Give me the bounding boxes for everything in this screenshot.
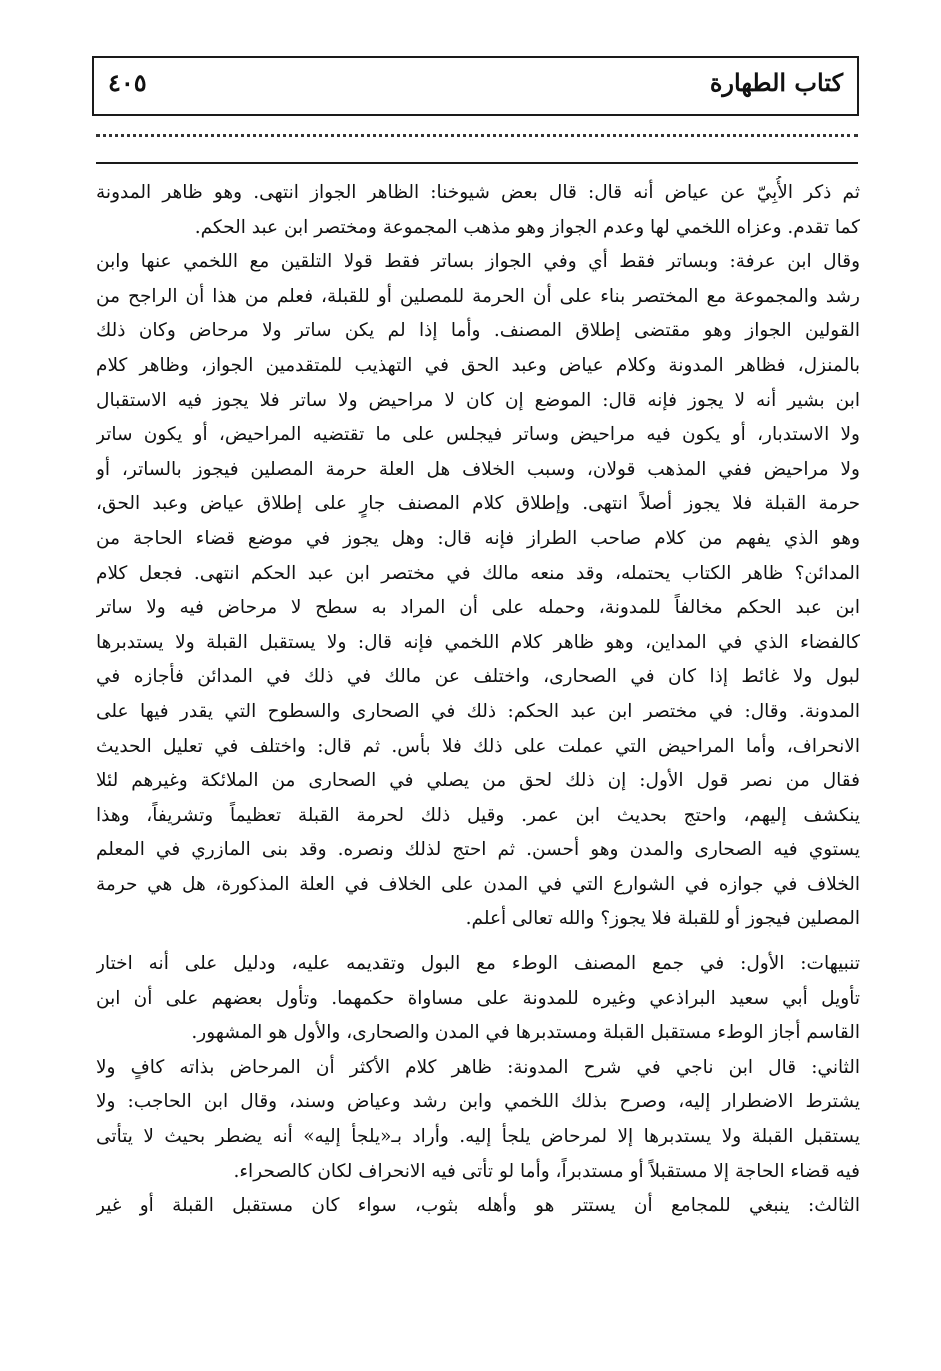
text-line: ثم ذكر الأُبِيّ عن عياض أنه قال: قال بعض شيوخنا: الظاهر الجواز انتهى. وهو ظاهر المدونة [96, 182, 860, 203]
body-text [96, 176, 860, 1224]
text-line: يستقبل القبلة ولا يستدبرها إلا لمرحاض يلجأ إليه. وأراد بـ«يلجأ إليه» أنه يضطر بحيث لا يتأتى [96, 1126, 860, 1148]
header-rule [96, 162, 858, 164]
text-line: ينكشف إليهم، واحتج بحديث ابن عمر. وقيل ذلك لحرمة القبلة تعظيماً وتشريفاً، وهذا [96, 804, 860, 826]
text-line: بالمنزل، فظاهر المدونة وكلام عياض وعبد الحق في التهذيب للمتقدمين الجواز، وظاهر كلام [96, 354, 860, 376]
text-line: يستوي فيه الصحارى والمدن وهو أحسن. ثم احتج لذلك ونصره. وقد بنى المازري في المعلم [96, 839, 860, 861]
page-number: ٤٠٥ [108, 68, 147, 97]
text-line: ولا مراحيض ففي المذهب قولان، وسبب الخلاف هل العلة حرمة المصلين فيجوز بالساتر، أو [96, 458, 860, 480]
dotted-separator [96, 134, 858, 137]
text-line: تنبيهات: الأول: في جمع المصنف الوطء مع البول وتقديمه عليه، ودليل على أنه اختار [96, 953, 860, 975]
text-line: تأويل أبي سعيد البراذعي وغيره للمدونة على مساواة حكمهما. وتأول بعضهم على أن ابن [96, 987, 860, 1009]
running-header [92, 56, 859, 116]
text-line: ابن بشير أنه لا يجوز فإنه قال: الموضع إن كان لا مراحيض ولا ساتر فلا يجوز فيه الاستقبال [96, 389, 860, 411]
text-line: الخلاف في جوازه في الشوارع التي في المدن على الخلاف في العلة المذكورة، هل هي حرمة [96, 873, 860, 895]
text-line: ولا الاستدبار، أو يكون فيه مراحيض وساتر فيجلس على ما تقتضيه المراحيض، أو يكون ساتر [96, 424, 860, 446]
text-line: فقال من نصر قول الأول: إن ذلك لحق من يصلي في الصحارى من الملائكة وغيرهم لئلا [96, 770, 860, 792]
paragraph-gap [96, 937, 860, 947]
text-line: كالفضاء الذي في المداين، وهو ظاهر كلام اللخمي فإنه قال: ولا يستقبل القبلة ولا يستدبرها [96, 631, 860, 653]
text-line: المدائن؟ ظاهر الكتاب يحتمله، وقد منعه مالك في مختصر ابن عبد الحكم انتهى. فجعل كلام [96, 562, 860, 584]
text-line: فيه قضاء الحاجة إلا مستقبلاً أو مستدبراً، وأما لو تأتى فيه الانحراف لكان كالصحراء. [233, 1160, 860, 1182]
text-line: ابن عبد الحكم مخالفاً للمدونة، وحمله على أن المراد به سطح لا مرحاض فيه ولا ساتر [96, 597, 860, 619]
text-line: المصلين فيجوز أو للقبلة فلا يجوز؟ والله تعالى أعلم. [465, 908, 860, 930]
text-line: وهو الذي يفهم من كلام صاحب الطراز فإنه قال: وهل يجوز في موضع قضاء الحاجة من [96, 527, 860, 549]
text-line: لبول ولا غائط إذا كان في الصحارى، واختلف عن مالك في ذلك في المدائن فأجازه في [96, 666, 860, 688]
text-line: رشد والمجموعة مع المختصر بناء على أن الحرمة للمصلين أو للقبلة، فعلم من هذا أن الراجح من [96, 285, 860, 307]
header-title: كتاب الطهارة [709, 68, 843, 97]
text-line: كما تقدم. وعزاه اللخمي لها وعدم الجواز وهو مذهب المجموعة ومختصر ابن عبد الحكم. [194, 216, 860, 238]
text-line: حرمة القبلة فلا يجوز أصلاً انتهى. وإطلاق كلام المصنف جارٍ على إطلاق عياض وعبد الحق، [96, 493, 860, 515]
text-line: يشترط الاضطرار إليه، وصرح بذلك اللخمي وابن رشد وعياض وسند، وقال ابن الحاجب: ولا [96, 1091, 860, 1113]
text-line: الانحراف، وأما المراحيض التي عملت على ذلك فلا بأس. ثم قال: واختلف في تعليل الحديث [96, 735, 860, 757]
text-line: وقال ابن عرفة: وبساتر فقط أي وفي الجواز بساتر فقط قولا التلقين مع اللخمي عنها وابن [96, 251, 860, 273]
text-line: المدونة. وقال: في مختصر ابن عبد الحكم: ذلك في الصحارى والسطوح التي يقدر فيها على [96, 700, 860, 722]
text-line: الثاني: قال ابن ناجي في شرح المدونة: ظاهر كلام الأكثر أن المرحاض بذاته كافٍ ولا [96, 1056, 860, 1078]
text-line: القاسم أجاز الوطء مستقبل القبلة ومستدبرها في المدن والصحارى، والأول هو المشهور. [191, 1022, 860, 1044]
text-line: الثالث: ينبغي للمجامع أن يستتر هو وأهله بثوب، سواء كان مستقبل القبلة أو غير [96, 1195, 860, 1217]
text-line: القولين الجواز وهو مقتضى إطلاق المصنف. وأما إذا لم يكن ساتر ولا مرحاض وكان ذلك [96, 320, 860, 342]
